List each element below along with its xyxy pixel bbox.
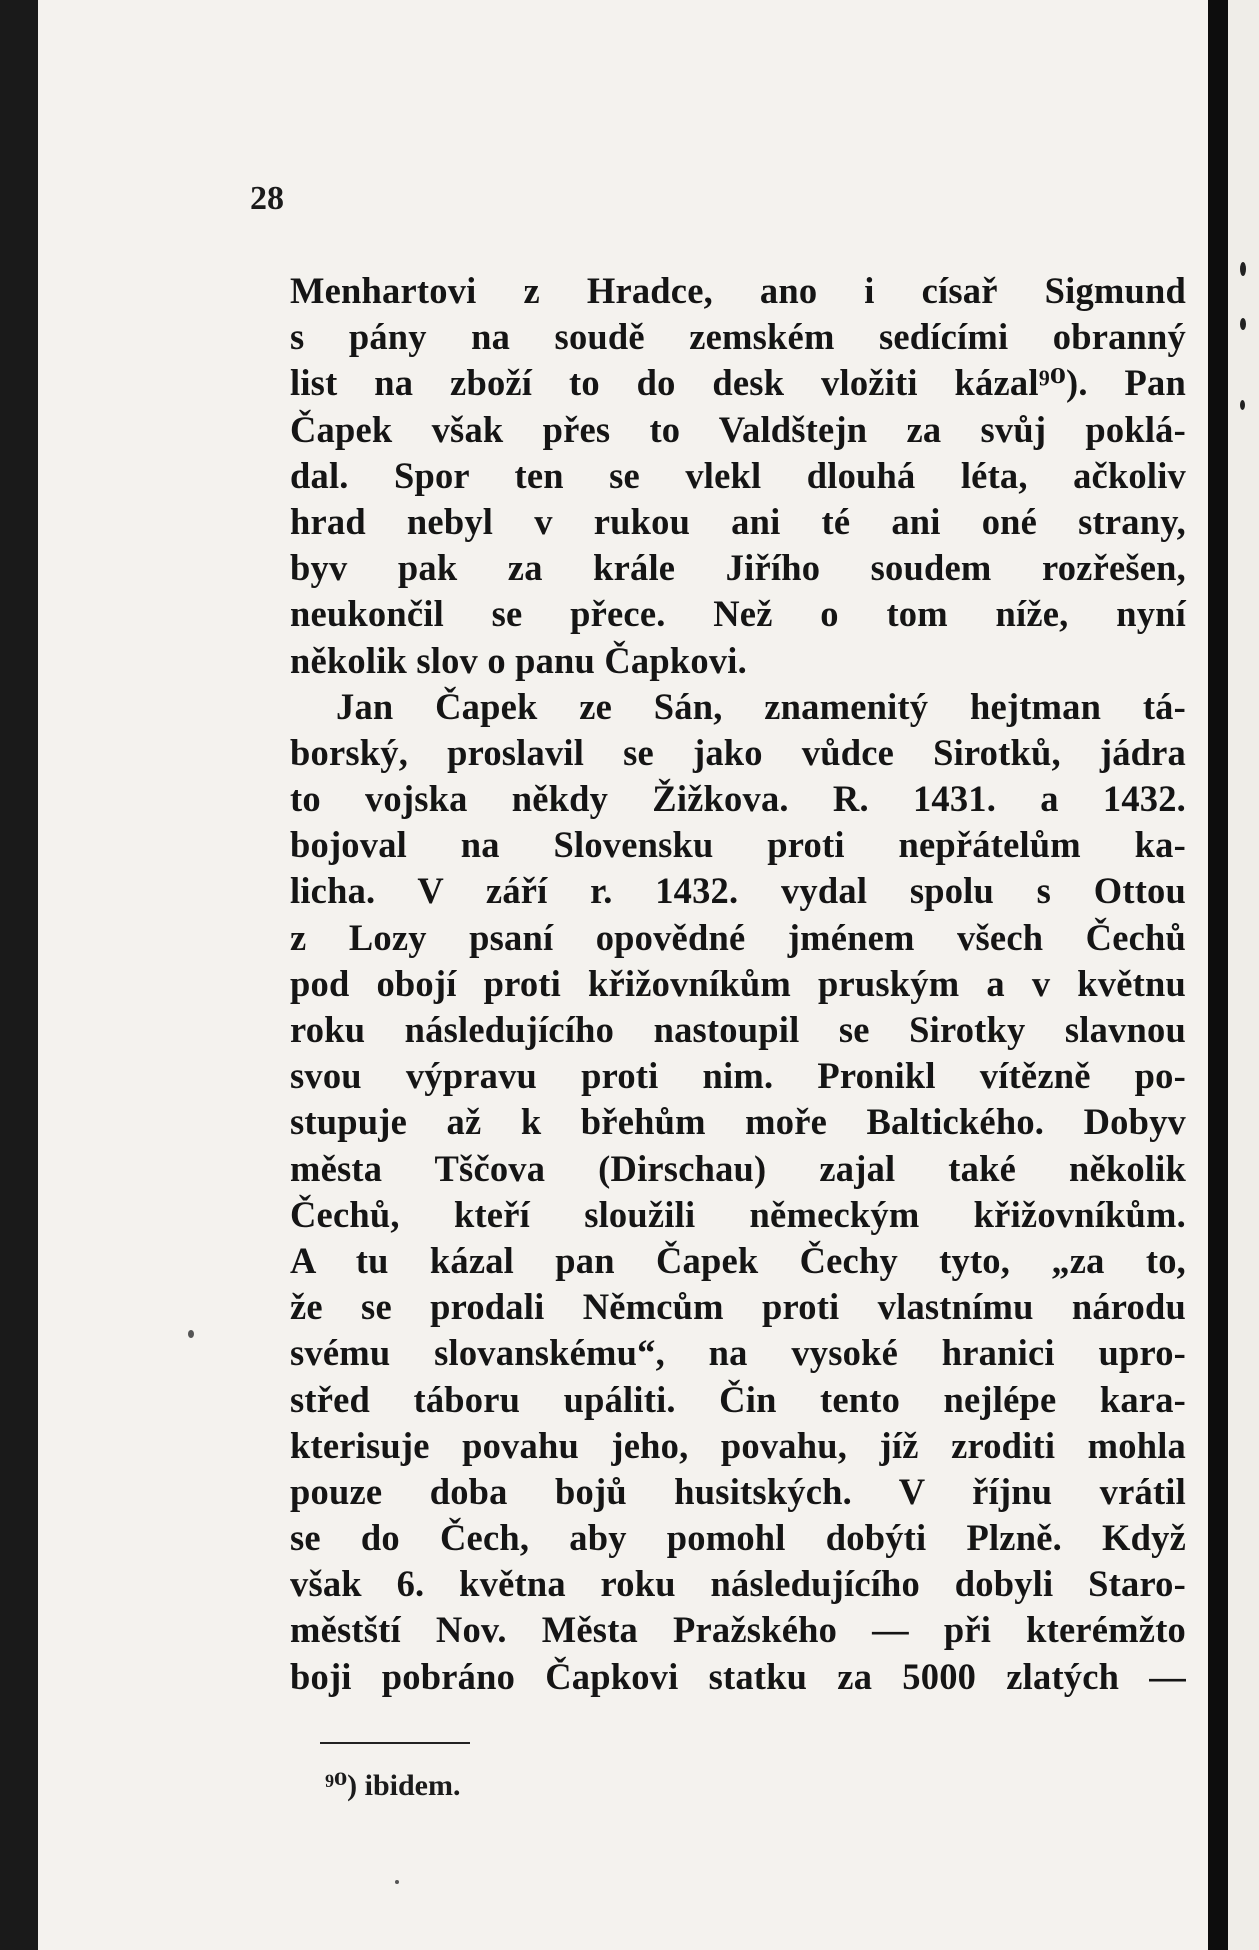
- text-line: svou výpravu proti nim. Pronikl vítězně po-: [290, 1055, 1186, 1097]
- text-line: to vojska někdy Žižkova. R. 1431. a 1432.: [290, 778, 1186, 820]
- text-line: stupuje až k břehům moře Baltického. Dobyv: [290, 1101, 1186, 1143]
- text-line: A tu kázal pan Čapek Čechy tyto, „za to,: [290, 1239, 1186, 1281]
- scan-speck: [1240, 262, 1246, 276]
- text-line: Čapek však přes to Valdštejn za svůj poklá-: [290, 408, 1186, 450]
- scan-speck: [395, 1880, 399, 1884]
- text-line: městští Nov. Města Pražského — při kterémžto: [290, 1609, 1186, 1651]
- scan-border-left: [0, 0, 38, 1950]
- body-text: [290, 268, 1186, 1700]
- text-line: města Tščova (Dirschau) zajal také několik: [290, 1147, 1186, 1189]
- scan-speck: [188, 1330, 194, 1338]
- text-line: borský, proslavil se jako vůdce Sirotků, jádra: [290, 731, 1186, 773]
- text-line: boji pobráno Čapkovi statku za 5000 zlatých —: [290, 1655, 1186, 1697]
- text-line: však 6. května roku následujícího dobyli Staro-: [290, 1563, 1186, 1605]
- scan-speck: [1240, 318, 1246, 330]
- text-line: licha. V září r. 1432. vydal spolu s Ottou: [290, 870, 1186, 912]
- scan-speck: [1240, 400, 1245, 410]
- footnote: ⁹⁰) ibidem.: [325, 1769, 461, 1802]
- text-line: Menhartovi z Hradce, ano i císař Sigmund: [290, 270, 1186, 311]
- text-line: bojoval na Slovensku proti nepřátelům ka-: [290, 824, 1186, 866]
- text-line: Jan Čapek ze Sán, znamenitý hejtman tá-: [336, 685, 1186, 727]
- page-number: 28: [250, 180, 284, 217]
- footnote-divider: [320, 1742, 470, 1744]
- text-line: střed táboru upáliti. Čin tento nejlépe kara-: [290, 1378, 1186, 1420]
- text-line: byv pak za krále Jiřího soudem rozřešen,: [290, 547, 1186, 589]
- text-line: kterisuje povahu jeho, povahu, jíž zroditi mohla: [290, 1424, 1186, 1466]
- text-line: z Lozy psaní opovědné jménem všech Čechů: [290, 916, 1186, 958]
- text-line: pouze doba bojů husitských. V říjnu vrátil: [290, 1470, 1186, 1512]
- text-line: hrad nebyl v rukou ani té ani oné strany,: [290, 500, 1186, 542]
- text-line: dal. Spor ten se vlekl dlouhá léta, ačkoliv: [290, 454, 1186, 496]
- text-line: několik slov o panu Čapkovi.: [290, 639, 747, 681]
- text-line: že se prodali Němcům proti vlastnímu národu: [290, 1286, 1186, 1328]
- adjacent-page-edge: [1228, 0, 1259, 1950]
- text-line: s pány na soudě zemském sedícími obranný: [290, 316, 1186, 358]
- text-line: se do Čech, aby pomohl dobýti Plzně. Když: [290, 1517, 1186, 1559]
- text-line: svému slovanskému“, na vysoké hranici upro-: [290, 1332, 1186, 1374]
- text-line: pod obojí proti křižovníkům pruským a v květnu: [290, 962, 1186, 1004]
- text-line: roku následujícího nastoupil se Sirotky slavnou: [290, 1009, 1186, 1050]
- page-gutter: [1208, 0, 1228, 1950]
- text-line: neukončil se přece. Než o tom níže, nyní: [290, 593, 1186, 635]
- text-line: Čechů, kteří sloužili německým křižovníkům.: [290, 1193, 1186, 1235]
- text-line: list na zboží to do desk vložiti kázal⁹⁰). Pan: [290, 362, 1186, 404]
